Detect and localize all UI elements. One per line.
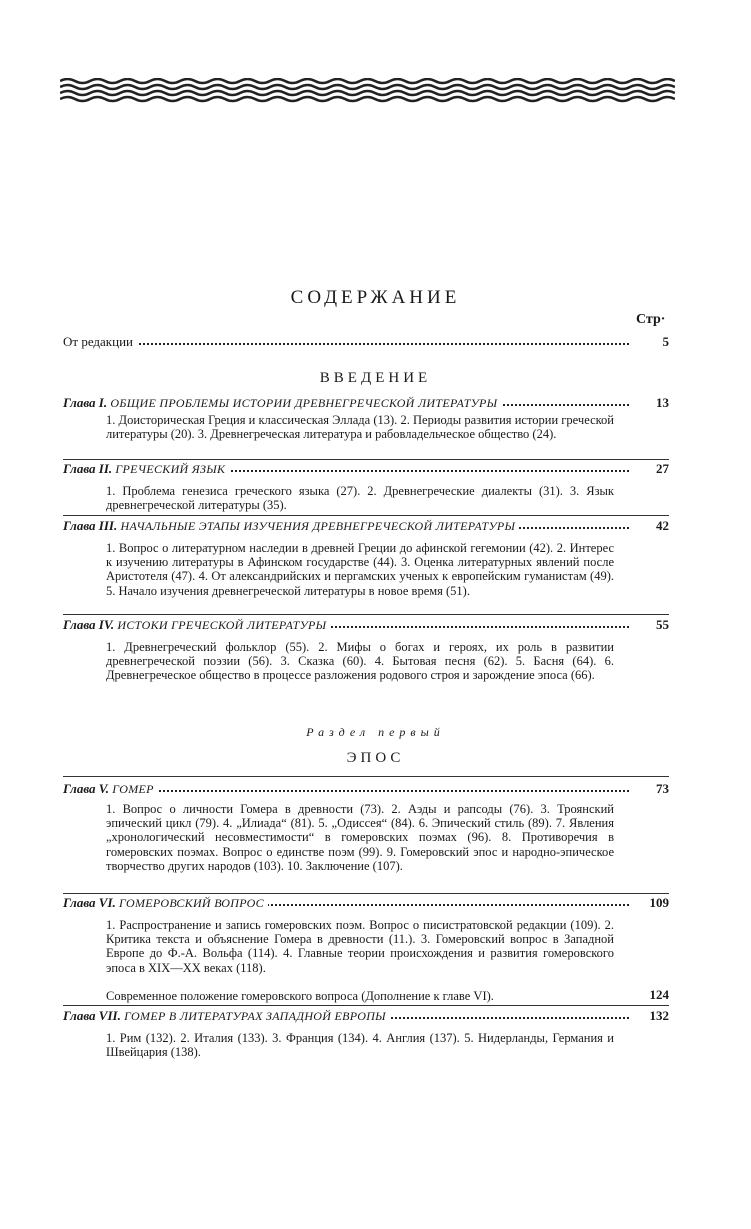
toc-chapter-3[interactable] bbox=[63, 518, 669, 536]
toc-page-number: 27 bbox=[650, 461, 669, 477]
divider bbox=[63, 776, 669, 777]
section-heading-intro: ВВЕДЕНИЕ bbox=[319, 370, 432, 386]
toc-page-number: 73 bbox=[650, 781, 669, 797]
chapter-number: Глава V. bbox=[63, 781, 110, 796]
divider bbox=[63, 459, 669, 460]
page-title: СОДЕРЖАНИЕ bbox=[290, 287, 461, 308]
toc-chapter-6[interactable] bbox=[63, 895, 669, 913]
chapter-description: 1. Древнегреческий фольклор (55). 2. Мифы о богах и героях, их роль в развитии древнегреческой поэзии (56). 3. Сказка (60). 4. Бытовая песня (62). 5. Басня (64). 6. Древнегреческое общество в процессе разложения родового строя и зарождение эпоса (66). bbox=[106, 640, 614, 683]
toc-page-number: 55 bbox=[650, 617, 669, 633]
toc-chapter-5[interactable] bbox=[63, 781, 669, 799]
chapter-description: 1. Вопрос о литературном наследии в древней Греции до афинской гегемонии (42). 2. Интерес к изучению литературы в Афинском государстве (44). 3. Оценка литературных явлений после Аристотеля (47). 4. От александрийских и пергамских ученых к европейским гуманистам (49). 5. Начало изучения древнегреческой литературы в новое время (51). bbox=[106, 541, 614, 598]
divider bbox=[63, 614, 669, 615]
chapter-title: ОБЩИЕ ПРОБЛЕМЫ ИСТОРИИ ДРЕВНЕГРЕЧЕСКОЙ ЛИТЕРАТУРЫ bbox=[110, 396, 498, 410]
toc-chapter-4[interactable] bbox=[63, 617, 669, 635]
chapter-supplement: Современное положение гомеровского вопроса (Дополнение к главе VI). bbox=[106, 989, 494, 1003]
toc-page-number: 124 bbox=[649, 987, 669, 1002]
chapter-description: 1. Рим (132). 2. Италия (133). 3. Франция (134). 4. Англия (137). 5. Нидерланды, Германия и Швейцария (138). bbox=[106, 1031, 614, 1060]
part-label: Раздел первый bbox=[306, 725, 445, 739]
toc-chapter-7[interactable] bbox=[63, 1008, 669, 1026]
divider bbox=[63, 893, 669, 894]
divider bbox=[63, 1005, 669, 1006]
page-column-header: Стр· bbox=[636, 312, 666, 327]
toc-entry-label: От редакции bbox=[63, 334, 137, 350]
chapter-number: Глава III. bbox=[63, 518, 118, 533]
toc-page-number: 42 bbox=[650, 518, 669, 534]
toc-page-number: 5 bbox=[657, 334, 670, 350]
chapter-description: 1. Распространение и запись гомеровских поэм. Вопрос о писистратовской редакции (109). 2. Критика текста и объяснение Гомера в древности (11.). 3. Гомеровский вопрос в Западной Европе до Ф.-А. Вольфа (114). 4. Главные теории происхождения и развития гомеровского эпоса в XIX—XX веках (118). bbox=[106, 918, 614, 975]
chapter-description: 1. Доисторическая Греция и классическая Эллада (13). 2. Периоды развития истории греческой литературы (20). 3. Древнегреческая литература и рабовладельческое общество (24). bbox=[106, 413, 614, 442]
chapter-number: Глава IV. bbox=[63, 617, 115, 632]
section-heading-epos: ЭПОС bbox=[346, 750, 405, 766]
toc-page-number: 132 bbox=[644, 1008, 670, 1024]
chapter-number: Глава I. bbox=[63, 395, 108, 410]
chapter-number: Глава II. bbox=[63, 461, 113, 476]
chapter-description: 1. Проблема генезиса греческого языка (27). 2. Древнегреческие диалекты (31). 3. Язык древнегреческой литературы (35). bbox=[106, 484, 614, 513]
chapter-title: ГОМЕР bbox=[112, 782, 154, 796]
decorative-wave-border bbox=[60, 78, 675, 104]
chapter-title: ГОМЕРОВСКИЙ ВОПРОС bbox=[119, 896, 264, 910]
chapter-description: 1. Вопрос о личности Гомера в древности (73). 2. Аэды и рапсоды (76). 3. Троянский эпический цикл (79). 4. „Илиада“ (81). 5. „Одиссея“ (84). 6. Эпический стиль (89). 7. Явления „хронологический несовместимости“ в гомеровских поэмах (96). 8. Противоречия в гомеровских поэмах. Вопрос о единстве поэм (99). 9. Гомеровский эпос и народно-эпическое творчество других народов (103). 10. Заключение (107). bbox=[106, 802, 614, 873]
chapter-title: ГРЕЧЕСКИЙ ЯЗЫК bbox=[115, 462, 226, 476]
chapter-number: Глава VI. bbox=[63, 895, 116, 910]
toc-page-number: 13 bbox=[650, 395, 669, 411]
toc-chapter-2[interactable] bbox=[63, 461, 669, 479]
chapter-title: НАЧАЛЬНЫЕ ЭТАПЫ ИЗУЧЕНИЯ ДРЕВНЕГРЕЧЕСКОЙ ЛИТЕРАТУРЫ bbox=[120, 519, 516, 533]
chapter-title: ГОМЕР В ЛИТЕРАТУРАХ ЗАПАДНОЙ ЕВРОПЫ bbox=[124, 1009, 386, 1023]
divider bbox=[63, 515, 669, 516]
toc-entry-front[interactable] bbox=[63, 334, 669, 352]
dot-leader bbox=[63, 343, 629, 345]
toc-page-number: 109 bbox=[644, 895, 670, 911]
chapter-number: Глава VII. bbox=[63, 1008, 121, 1023]
toc-chapter-1[interactable] bbox=[63, 395, 669, 413]
chapter-title: ИСТОКИ ГРЕЧЕСКОЙ ЛИТЕРАТУРЫ bbox=[117, 618, 327, 632]
